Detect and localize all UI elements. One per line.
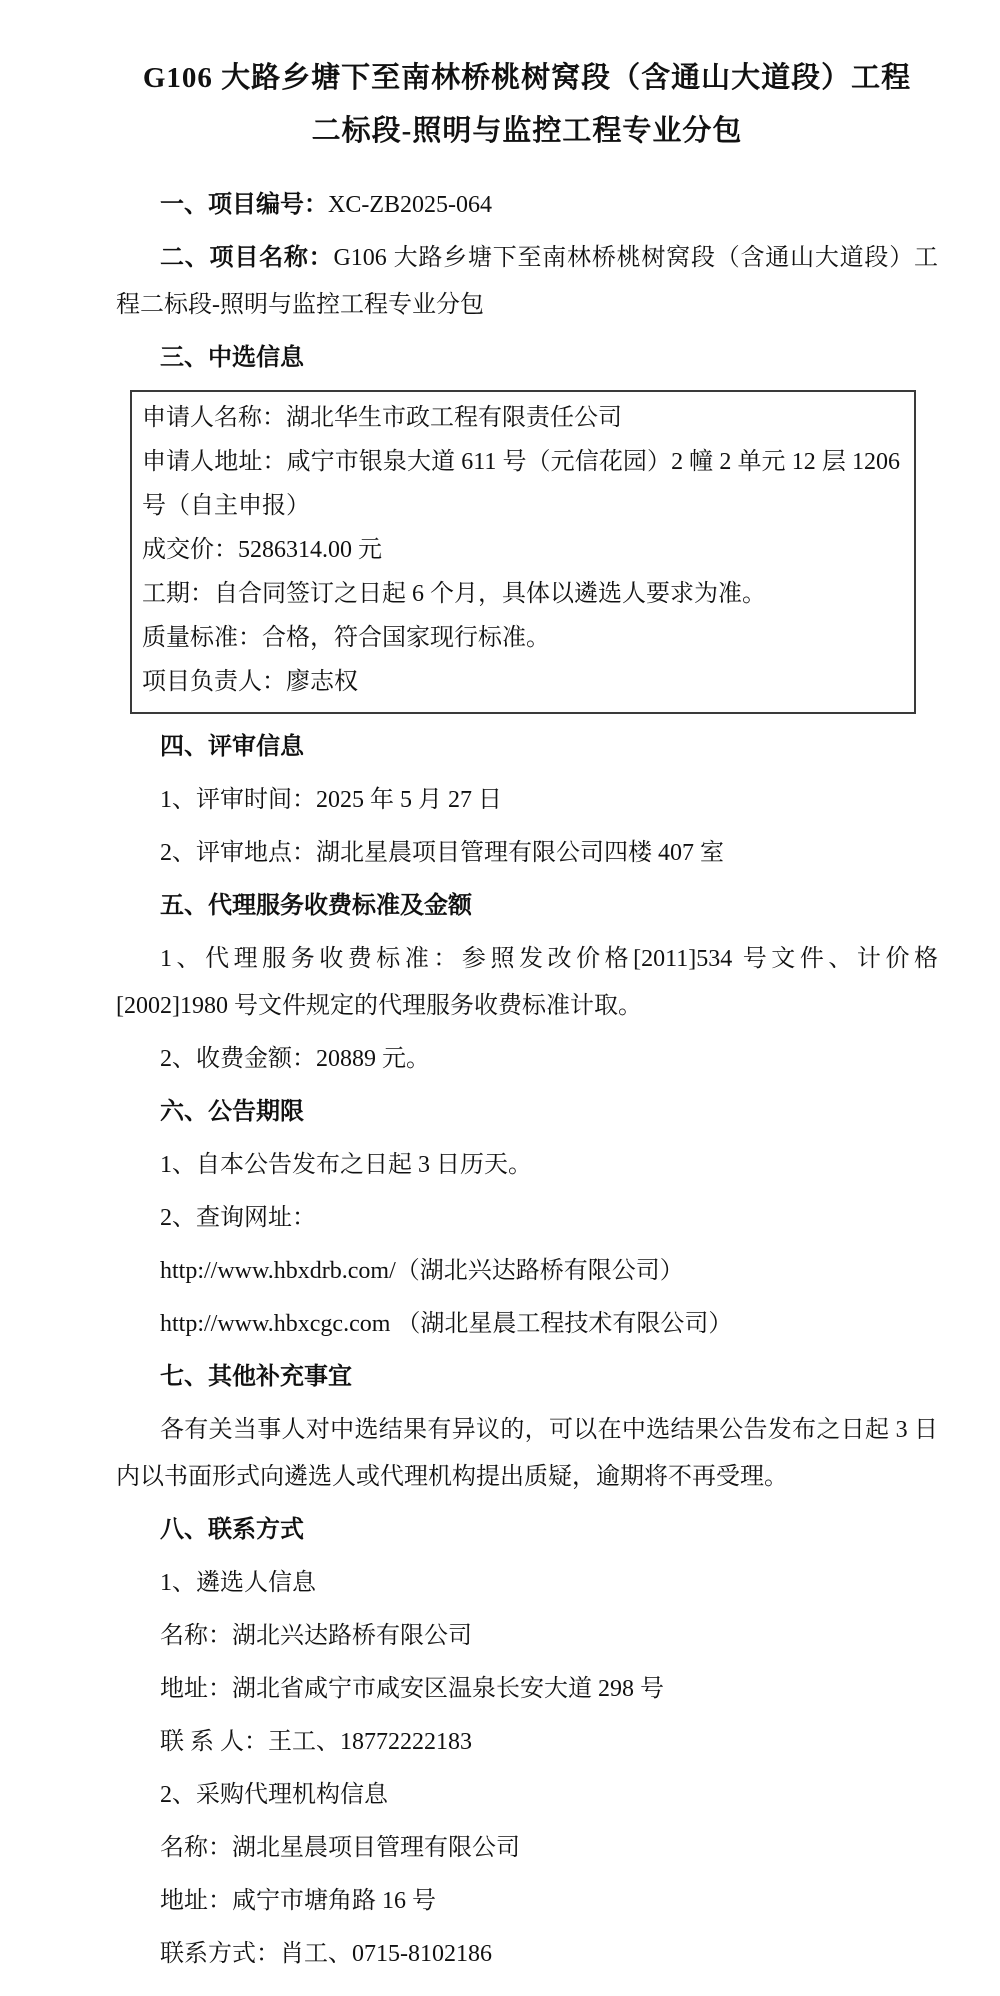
quality-standard-row: 质量标准：合格，符合国家现行标准。 — [142, 625, 550, 651]
selector-info-title: 1、遴选人信息 — [160, 1570, 316, 1596]
agency-info-title: 2、采购代理机构信息 — [160, 1782, 388, 1808]
section-heading-announcement-period: 六、公告期限 — [160, 1099, 304, 1125]
page-title-line-2: 二标段-照明与监控工程专业分包 — [311, 115, 743, 147]
section-heading-selection-info: 三、中选信息 — [160, 345, 304, 371]
project-manager-row: 项目负责人：廖志权 — [142, 669, 358, 695]
applicant-name-row: 申请人名称：湖北华生市政工程有限责任公司 — [142, 405, 622, 431]
review-time: 1、评审时间：2025 年 5 月 27 日 — [160, 787, 502, 813]
construction-period-row: 工期：自合同签订之日起 6 个月，具体以遴选人要求为准。 — [142, 581, 766, 607]
agency-name: 名称：湖北星晨项目管理有限公司 — [160, 1835, 520, 1861]
selector-name: 名称：湖北兴达路桥有限公司 — [160, 1623, 472, 1649]
deal-price-row: 成交价：5286314.00 元 — [142, 537, 382, 563]
applicant-address-row: 申请人地址：咸宁市银泉大道 611 号（元信花园）2 幢 2 单元 12 层 1206 号（自主申报） — [142, 449, 900, 519]
review-place: 2、评审地点：湖北星晨项目管理有限公司四楼 407 室 — [160, 840, 724, 866]
page-title — [116, 52, 938, 158]
query-url-1: http://www.hbxdrb.com/（湖北兴达路桥有限公司） — [160, 1258, 684, 1284]
section-heading-supplement: 七、其他补充事宜 — [160, 1364, 352, 1390]
query-url-label: 2、查询网址： — [160, 1205, 316, 1231]
page-title-line-1: G106 大路乡塘下至南林桥桃树窝段（含通山大道段）工程 — [142, 62, 912, 94]
query-url-2: http://www.hbxcgc.com （湖北星晨工程技术有限公司） — [160, 1311, 733, 1337]
agency-fee-amount: 2、收费金额：20889 元。 — [160, 1046, 430, 1072]
announcement-duration: 1、自本公告发布之日起 3 日历天。 — [160, 1152, 532, 1178]
project-number-label: 一、项目编号： — [160, 192, 328, 218]
project-name-value: G106 大路乡塘下至南林桥桃树窝段（含通山大道段）工程二标段-照明与监控工程专业分包 — [116, 245, 938, 318]
section-heading-review-info: 四、评审信息 — [160, 734, 304, 760]
project-name — [116, 235, 938, 329]
agency-fee-standard: 1、代理服务收费标准：参照发改价格[2011]534 号文件、计价格[2002]1980 号文件规定的代理服务收费标准计取。 — [116, 946, 938, 1019]
selection-box — [130, 390, 916, 714]
agency-address: 地址：咸宁市塘角路 16 号 — [160, 1888, 436, 1914]
project-name-label: 二、项目名称： — [160, 245, 334, 271]
supplement-content: 各有关当事人对中选结果有异议的，可以在中选结果公告发布之日起 3 日内以书面形式向遴选人或代理机构提出质疑，逾期将不再受理。 — [116, 1417, 938, 1490]
section-heading-agency-fee: 五、代理服务收费标准及金额 — [160, 893, 472, 919]
section-heading-contact: 八、联系方式 — [160, 1517, 304, 1543]
project-number — [116, 182, 938, 229]
selector-address: 地址：湖北省咸宁市咸安区温泉长安大道 298 号 — [160, 1676, 664, 1702]
selector-contact: 联 系 人：王工、18772222183 — [160, 1729, 472, 1755]
agency-contact: 联系方式：肖工、0715-8102186 — [160, 1941, 492, 1967]
project-number-value: XC-ZB2025-064 — [328, 192, 492, 218]
